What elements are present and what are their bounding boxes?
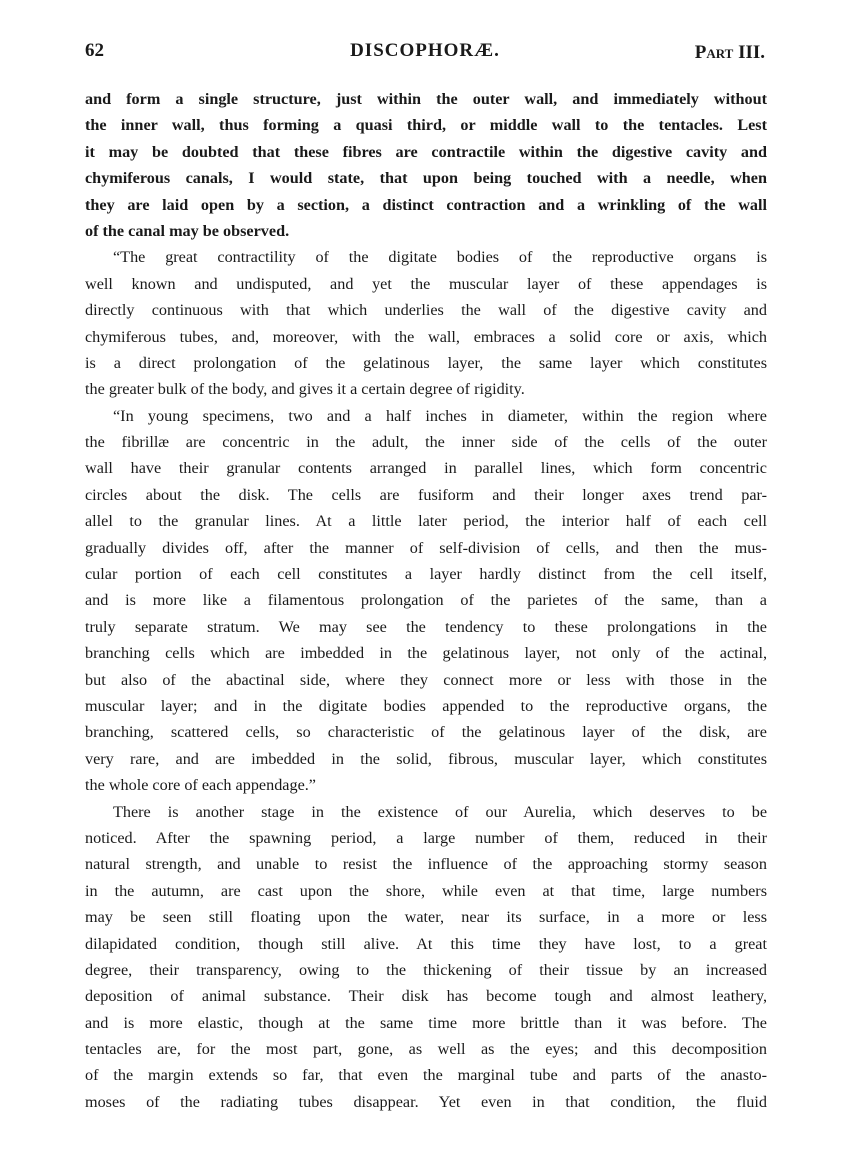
text-line: “The great contractility of the digitate bodies of the reproductive organs is [113, 248, 767, 267]
text-line: the inner wall, thus forming a quasi third, or middle wall to the tentacles. Lest [85, 116, 767, 135]
text-line: chymiferous canals, I would state, that upon being touched with a needle, when [85, 169, 767, 188]
running-title: DISCOPHORÆ. [350, 40, 500, 61]
text-line: the fibrillæ are concentric in the adult, the inner side of the cells of the outer [85, 433, 767, 452]
text-line: degree, their transparency, owing to the thickening of their tissue by an increased [85, 960, 767, 979]
text-line: deposition of animal substance. Their disk has become tough and almost leathery, [85, 987, 767, 1006]
text-line: well known and undisputed, and yet the muscular layer of these appendages is [85, 274, 767, 293]
text-line: muscular layer; and in the digitate bodies appended to the reproductive organs, the [85, 696, 767, 715]
text-line: it may be doubted that these fibres are contractile within the digestive cavity and [85, 142, 767, 161]
text-line: may be seen still floating upon the water, near its surface, in a more or less [85, 908, 767, 927]
text-line: cular portion of each cell constitutes a layer hardly distinct from the cell itself, [85, 565, 767, 584]
text-line: dilapidated condition, though still alive. At this time they have lost, to a great [85, 934, 767, 953]
text-line: but also of the abactinal side, where they connect more or less with those in the [85, 670, 767, 689]
paragraph [85, 86, 767, 244]
text-line: moses of the radiating tubes disappear. Yet even in that condition, the fluid [85, 1092, 767, 1111]
text-line: gradually divides off, after the manner of self-division of cells, and then the mus- [85, 538, 767, 557]
paragraph [85, 403, 767, 799]
text-line: chymiferous tubes, and, moreover, with the wall, embraces a solid core or axis, which [85, 327, 767, 346]
page-number: 62 [85, 40, 104, 61]
text-line: branching cells which are imbedded in the gelatinous layer, not only of the actinal, [85, 644, 767, 663]
text-line: tentacles are, for the most part, gone, as well as the eyes; and this decomposition [85, 1040, 767, 1059]
text-line: of the margin extends so far, that even the marginal tube and parts of the anasto- [85, 1066, 767, 1085]
text-line: is a direct prolongation of the gelatinous layer, the same layer which constitutes [85, 353, 767, 372]
text-line: and is more like a filamentous prolongation of the parietes of the same, than a [85, 591, 767, 610]
text-line: circles about the disk. The cells are fusiform and their longer axes trend par- [85, 485, 767, 504]
page-header [85, 40, 765, 70]
paragraph [85, 244, 767, 402]
text-line: they are laid open by a section, a distinct contraction and a wrinkling of the wall [85, 195, 767, 214]
text-line: the greater bulk of the body, and gives it a certain degree of rigidity. [85, 380, 525, 399]
text-line: of the canal may be observed. [85, 221, 290, 240]
part-label: Part III. [694, 42, 765, 63]
text-line: branching, scattered cells, so characteristic of the gelatinous layer of the disk, are [85, 723, 767, 742]
text-line: wall have their granular contents arranged in parallel lines, which form concentric [85, 459, 767, 478]
text-line: truly separate stratum. We may see the tendency to these prolongations in the [85, 617, 767, 636]
body-text [85, 86, 767, 1115]
text-line: allel to the granular lines. At a little later period, the interior half of each cell [85, 512, 767, 531]
text-line: very rare, and are imbedded in the solid, fibrous, muscular layer, which constitutes [85, 749, 767, 768]
text-line: There is another stage in the existence of our Aurelia, which deserves to be [113, 802, 767, 821]
text-line: noticed. After the spawning period, a large number of them, reduced in their [85, 828, 767, 847]
text-line: the whole core of each appendage.” [85, 776, 316, 795]
text-line: “In young specimens, two and a half inches in diameter, within the region where [113, 406, 767, 425]
text-line: directly continuous with that which underlies the wall of the digestive cavity and [85, 301, 767, 320]
paragraph [85, 799, 767, 1116]
text-line: natural strength, and unable to resist the influence of the approaching stormy season [85, 855, 767, 874]
text-line: and is more elastic, though at the same time more brittle than it was before. The [85, 1013, 767, 1032]
text-line: and form a single structure, just within the outer wall, and immediately without [85, 90, 767, 108]
text-line: in the autumn, are cast upon the shore, while even at that time, large numbers [85, 881, 767, 900]
